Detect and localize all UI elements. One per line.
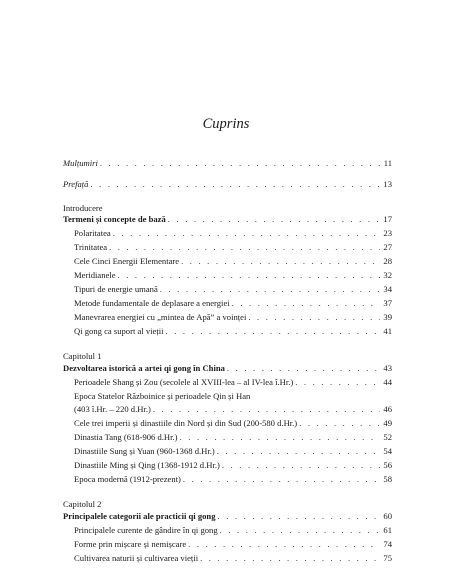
entry-page: 61: [383, 525, 392, 535]
leader-dots: [188, 538, 380, 551]
section-intro-label: Introducere: [63, 203, 103, 213]
toc-entry[interactable]: [74, 227, 392, 240]
toc-entry-preface[interactable]: [63, 178, 392, 191]
toc-entry[interactable]: [74, 269, 392, 282]
entry-page: 28: [383, 256, 392, 266]
toc-entry[interactable]: [74, 255, 392, 268]
toc-entry[interactable]: [74, 445, 392, 458]
entry-page: 44: [383, 377, 392, 387]
leader-dots: [220, 524, 380, 537]
entry-title: Dinastia Tang (618-906 d.Hr.): [74, 432, 178, 442]
leader-dots: [183, 473, 380, 486]
leader-dots: [232, 297, 380, 310]
entry-title: Dinastiile Ming și Qing (1368-1912 d.Hr.): [74, 460, 220, 470]
page-title: Cuprins: [202, 116, 250, 132]
toc-entry[interactable]: [74, 552, 392, 565]
toc-section-title[interactable]: [63, 510, 392, 523]
entry-title: Epoca modernă (1912-prezent): [74, 474, 181, 484]
entry-title: Epoca Statelor Războinice și perioadele Qin și Han: [74, 391, 251, 401]
toc-entry[interactable]: [74, 325, 392, 338]
toc-entry[interactable]: [74, 524, 392, 537]
leader-dots: [168, 213, 380, 226]
entry-title: Dinastiile Sung și Yuan (960-1368 d.Hr.): [74, 446, 215, 456]
entry-page: 60: [383, 511, 392, 521]
section-title: Dezvoltarea istorică a artei qi gong în China: [63, 363, 225, 373]
entry-page: 49: [383, 418, 392, 428]
entry-title: Trinitatea: [74, 242, 108, 252]
leader-dots: [181, 255, 380, 268]
entry-page: 27: [383, 242, 392, 252]
leader-dots: [218, 510, 380, 523]
entry-page: 75: [383, 553, 392, 563]
toc-entry-line2[interactable]: [74, 403, 392, 416]
entry-page: 46: [383, 404, 392, 414]
leader-dots: [160, 283, 380, 296]
entry-title: (403 î.Hr. – 220 d.Hr.): [74, 404, 151, 414]
entry-title: Forme prin mișcare și nemișcare: [74, 539, 187, 549]
leader-dots: [299, 417, 380, 430]
leader-dots: [118, 269, 380, 282]
entry-title: Mulțumiri: [63, 158, 98, 168]
entry-page: 52: [383, 432, 392, 442]
leader-dots: [248, 311, 380, 324]
entry-page: 39: [383, 312, 392, 322]
entry-title: Tipuri de energie umană: [74, 284, 158, 294]
entry-page: 41: [383, 326, 392, 336]
entry-page: 32: [383, 270, 392, 280]
leader-dots: [109, 241, 380, 254]
section-title: Principalele categorii ale practicii qi gong: [63, 511, 216, 521]
entry-page: 74: [383, 539, 392, 549]
entry-title: Principalele curente de gândire în qi gong: [74, 525, 218, 535]
entry-page: 37: [383, 298, 392, 308]
entry-title: Cele trei imperii și dinastiile din Nord și din Sud (200-580 d.Hr.): [74, 418, 298, 428]
entry-page: 23: [383, 228, 392, 238]
leader-dots: [217, 445, 380, 458]
leader-dots: [222, 459, 380, 472]
entry-title: Polaritatea: [74, 228, 111, 238]
toc-entry[interactable]: [74, 459, 392, 472]
toc-entry[interactable]: [74, 311, 392, 324]
toc-entry[interactable]: [74, 283, 392, 296]
leader-dots: [180, 431, 380, 444]
entry-title: Metode fundamentale de deplasare a energiei: [74, 298, 230, 308]
entry-page: 17: [383, 214, 392, 224]
leader-dots: [295, 376, 380, 389]
section-title: Termeni și concepte de bază: [63, 214, 166, 224]
toc-entry[interactable]: [74, 473, 392, 486]
toc-entry[interactable]: [74, 376, 392, 389]
entry-title: Cele Cinci Energii Elementare: [74, 256, 180, 266]
leader-dots: [100, 157, 380, 170]
toc-section-title[interactable]: [63, 213, 392, 226]
toc-entry[interactable]: [74, 241, 392, 254]
entry-title: Qi gong ca suport al vieții: [74, 326, 164, 336]
leader-dots: [227, 362, 380, 375]
entry-title: Cultivarea naturii și cultivarea vieții: [74, 553, 199, 563]
toc-entry[interactable]: [74, 417, 392, 430]
toc-section-title[interactable]: [63, 362, 392, 375]
chapter-label: Capitolul 2: [63, 499, 102, 509]
entry-page: 13: [383, 179, 392, 189]
entry-page: 11: [383, 158, 392, 168]
chapter-label: Capitolul 1: [63, 351, 102, 361]
leader-dots: [200, 552, 380, 565]
toc-entry[interactable]: [74, 431, 392, 444]
entry-page: 34: [383, 284, 392, 294]
entry-page: 54: [383, 446, 392, 456]
entry-title: Manevrarea energiei cu „mintea de Apă” a voinței: [74, 312, 247, 322]
leader-dots: [90, 178, 380, 191]
leader-dots: [113, 227, 380, 240]
entry-page: 56: [383, 460, 392, 470]
toc-entry-line1[interactable]: [74, 390, 392, 403]
toc-entry[interactable]: [74, 538, 392, 551]
leader-dots: [153, 403, 380, 416]
entry-page: 58: [383, 474, 392, 484]
entry-title: Perioadele Shang și Zou (secolele al XVIII-lea – al IV-lea î.Hr.): [74, 377, 294, 387]
toc-entry-acknowledgements[interactable]: [63, 157, 392, 170]
toc-entry[interactable]: [74, 297, 392, 310]
entry-page: 43: [383, 363, 392, 373]
entry-title: Prefață: [63, 179, 89, 189]
leader-dots: [166, 325, 380, 338]
entry-title: Meridianele: [74, 270, 116, 280]
